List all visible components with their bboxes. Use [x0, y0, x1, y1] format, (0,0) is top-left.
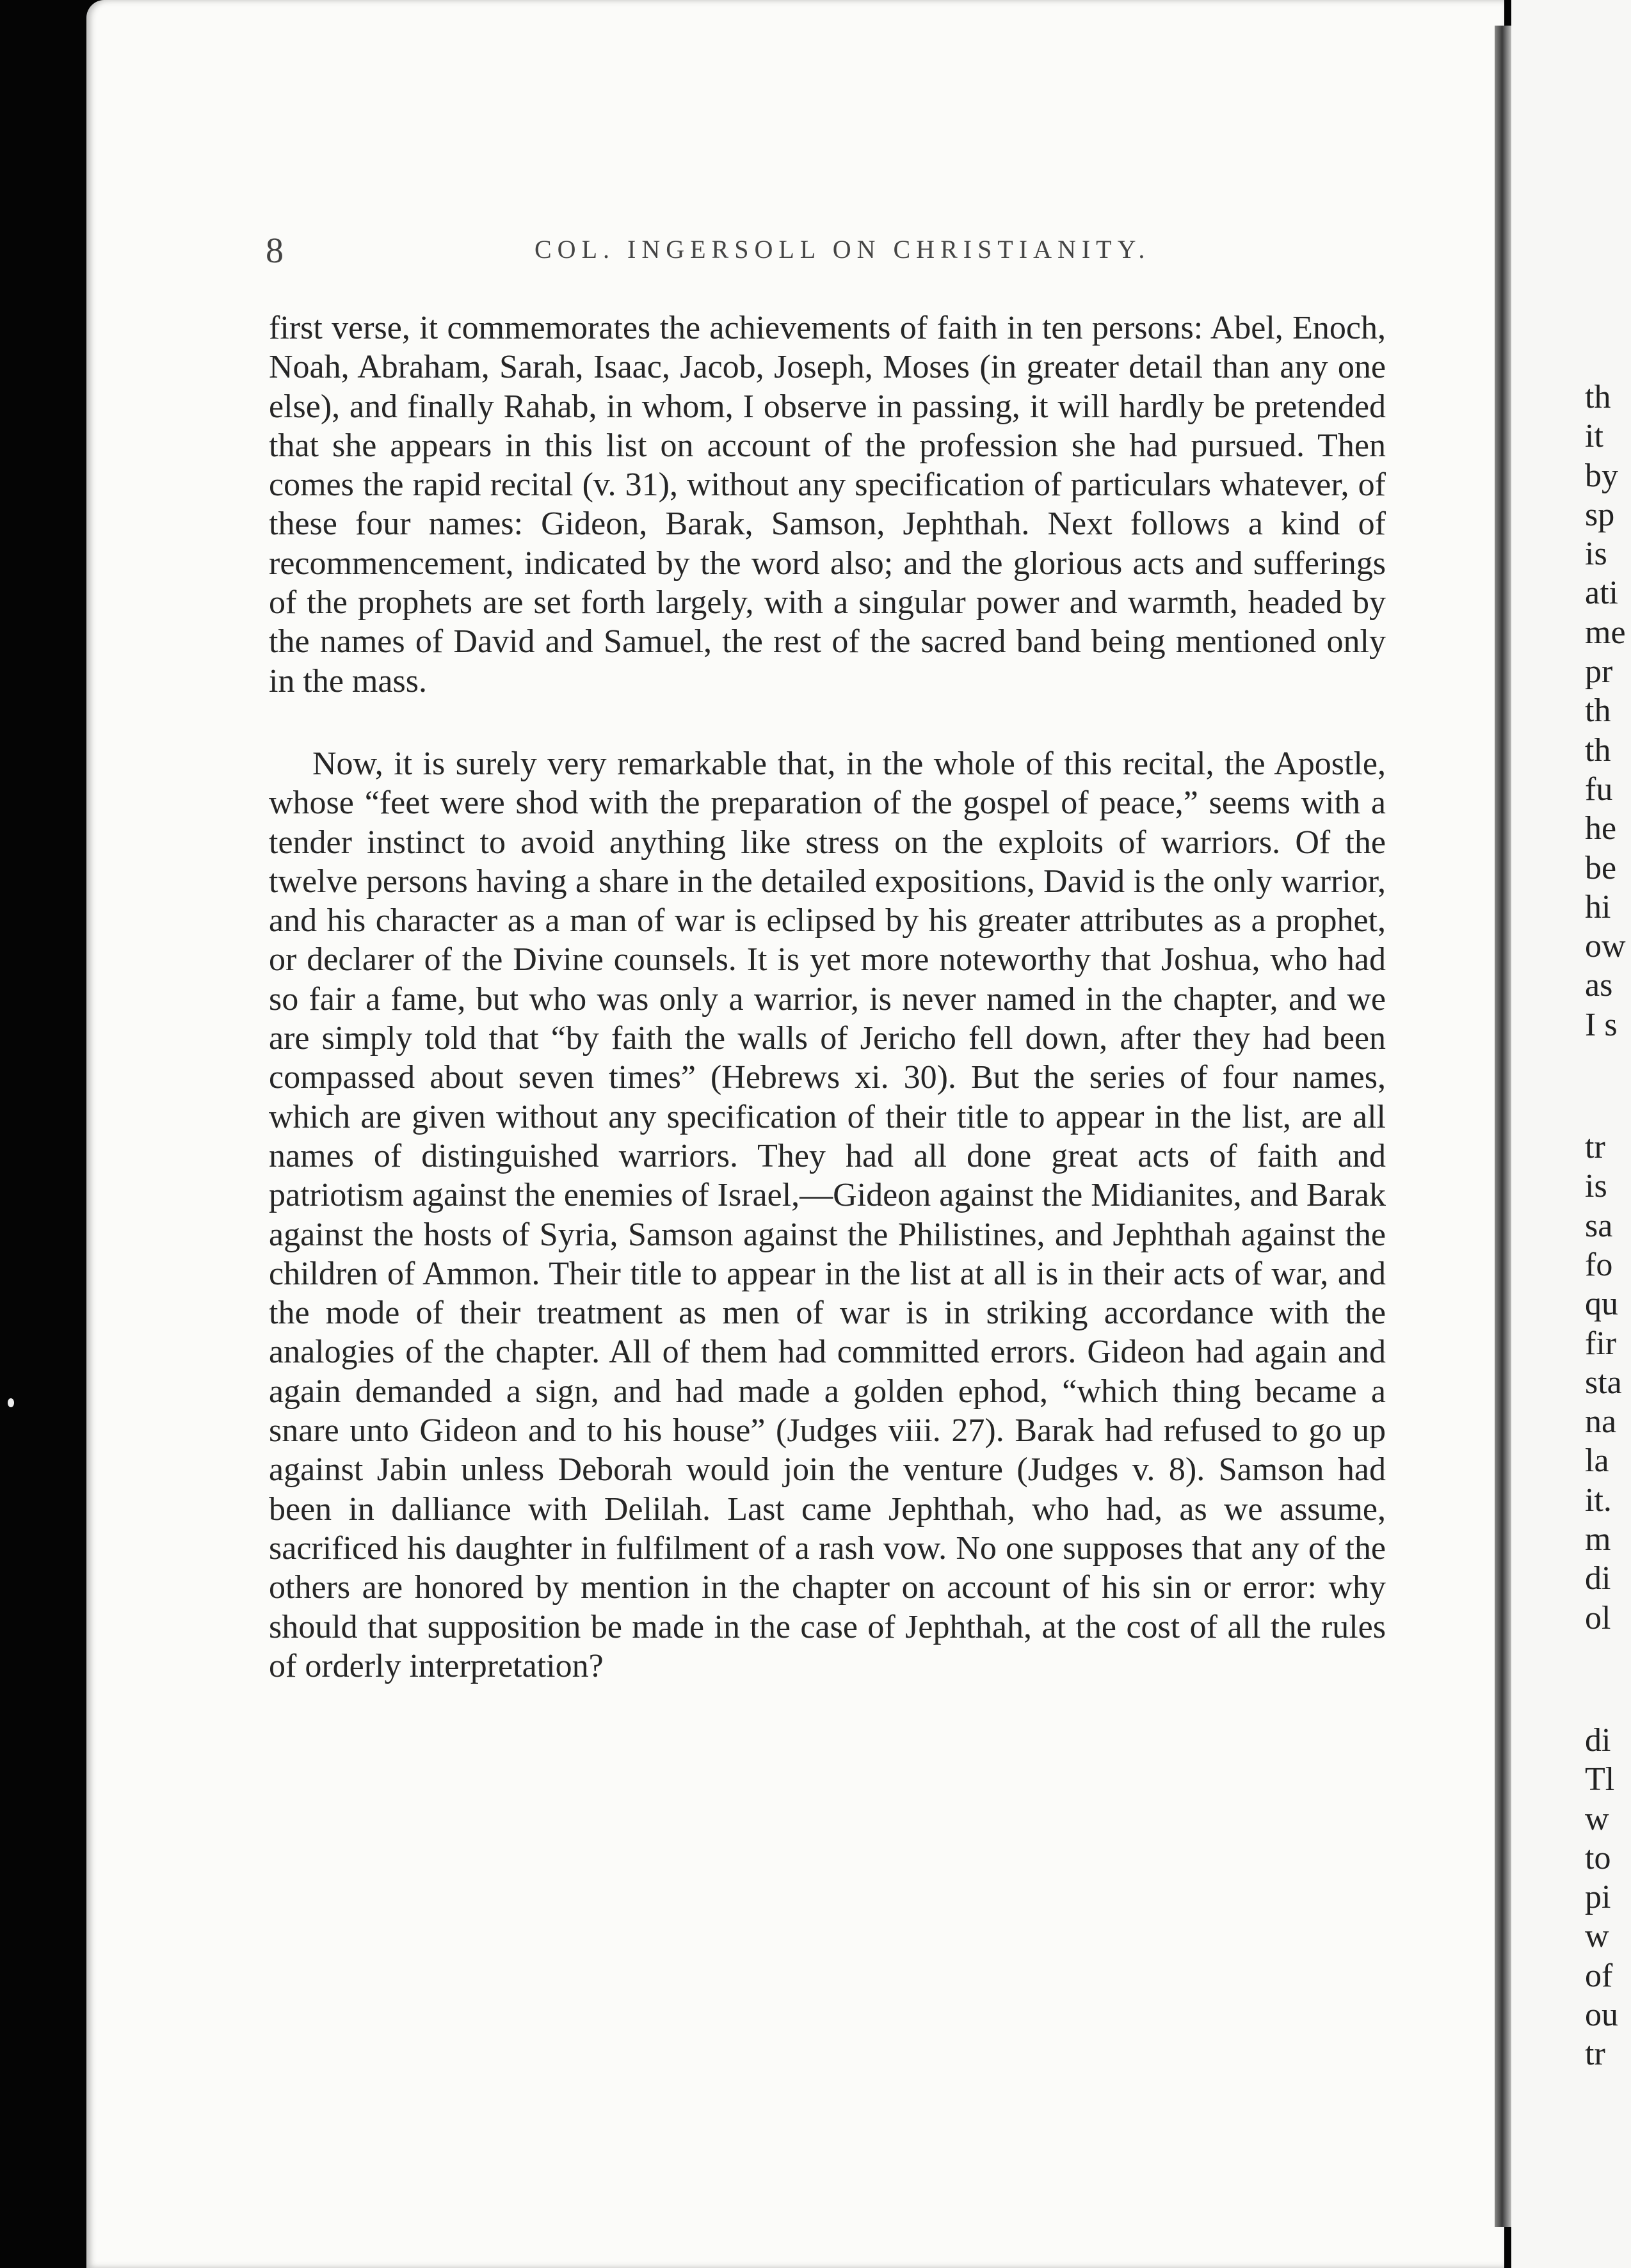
facing-line-fragment: pi — [1585, 1879, 1611, 1916]
facing-line-fragment: be — [1585, 849, 1617, 886]
facing-line-fragment: tr — [1585, 1129, 1605, 1166]
paragraph: first verse, it commemorates the achievements of faith in ten persons: Abel, Enoch, Noah, Abraham, Sarah, Isaac, Jacob, Joseph, Moses (in greater detail than any one else), and finally Rahab, in whom, I observe in passing, it will hardly be pretended that she appears in this list on account of the profession she had pursued. Then comes the rapid recital (v. 31), without any specification of particulars whatever, of these four names: Gideon, Barak, Samson, Jephthah. Next follows a kind of recommencement, indicated by the word also; and the glorious acts and sufferings of the prophets are set forth largely, with a singular power and warmth, headed by the names of David and Samuel, the rest of the sacred band being mentioned only in the mass. — [269, 310, 1386, 699]
body-text — [269, 308, 1386, 1686]
facing-line-fragment: di — [1585, 1560, 1611, 1597]
page-number: 8 — [266, 231, 285, 271]
facing-line-fragment: th — [1585, 692, 1611, 730]
facing-line-fragment: ow — [1585, 928, 1626, 965]
facing-line-fragment: qu — [1585, 1286, 1618, 1323]
facing-line-fragment: me — [1585, 614, 1626, 651]
facing-line-fragment: tr — [1585, 2036, 1605, 2073]
facing-line-fragment: na — [1585, 1403, 1617, 1441]
facing-line-fragment: hi — [1585, 888, 1611, 925]
facing-line-fragment: is — [1585, 536, 1607, 573]
facing-line-fragment: of — [1585, 1957, 1613, 1994]
facing-line-fragment: to — [1585, 1839, 1611, 1876]
facing-line-fragment: ol — [1585, 1599, 1611, 1636]
facing-line-fragment: it. — [1585, 1481, 1612, 1519]
facing-line-fragment: di — [1585, 1721, 1611, 1759]
facing-line-fragment: w — [1585, 1800, 1609, 1837]
running-head: COL. INGERSOLL ON CHRISTIANITY. — [534, 235, 1151, 264]
facing-line-fragment: sp — [1585, 496, 1615, 533]
page-header — [266, 230, 1399, 269]
facing-line-fragment: w — [1585, 1918, 1609, 1955]
facing-line-fragment: fu — [1585, 771, 1613, 808]
facing-line-fragment: la — [1585, 1442, 1609, 1480]
facing-line-fragment: pr — [1585, 653, 1613, 691]
facing-line-fragment: sta — [1585, 1364, 1622, 1401]
paragraph: Now, it is surely very remarkable that, in the whole of this recital, the Apostle, whose “feet were shod with the preparation of the gospel of peace,” seems with a tender instinct to avoid anything like stress on the exploits of warriors. Of the twelve persons having a share in the detailed expositions, David is the only warrior, and his character as a man of war is eclipsed by his greater attributes as a prophet, or declarer of the Divine counsels. It is yet more noteworthy that Joshua, who had so fair a fame, but who was only a warrior, is never named in the chapter, and we are simply told that “by faith the walls of Jericho fell down, after they had been compassed about seven times” (Hebrews xi. 30). But the series of four names, which are given without any specification of their title to appear in the list, are all names of distinguished warriors. They had all done great acts of faith and patriotism against the enemies of Israel,—Gideon against the Midianites, and Barak against the hosts of Syria, Samson against the Philistines, and Jephthah against the children of Ammon. Their title to appear in the list at all is in their acts of war, and the mode of their treatment as men of war is in striking accordance with the analogies of the chapter. All of them had committed errors. Gideon had again and again demanded a sign, and had made a golden ephod, “which thing became a snare unto Gideon and to his house” (Judges viii. 27). Barak had refused to go up against Jabin unless Deborah would join the venture (Judges v. 8). Samson had been in dalliance with Delilah. Last came Jephthah, who had, as we assume, sacrificed his daughter in fulfilment of a rash vow. No one supposes that any of the others are honored by mention in the chapter on account of his sin or error: why should that supposition be made in the case of Jephthah, at the cost of all the rules of orderly interpretation? — [269, 745, 1386, 1684]
facing-line-fragment: it — [1585, 418, 1603, 455]
facing-line-fragment: fir — [1585, 1325, 1617, 1362]
facing-page-text — [1585, 378, 1631, 2074]
facing-line-fragment: th — [1585, 379, 1611, 415]
facing-line-fragment: is — [1585, 1168, 1607, 1205]
facing-line-fragment: as — [1585, 967, 1613, 1004]
book-gutter — [1495, 26, 1511, 2227]
facing-line-fragment: by — [1585, 457, 1618, 494]
facing-text-group — [1585, 378, 1631, 1044]
facing-line-fragment: m — [1585, 1521, 1611, 1558]
facing-line-fragment: th — [1585, 731, 1611, 769]
facing-text-group — [1585, 1721, 1631, 2074]
dust-speck — [8, 1398, 14, 1407]
facing-line-fragment: ou — [1585, 1996, 1618, 2033]
spacer — [1585, 1638, 1631, 1721]
facing-line-fragment: ati — [1585, 575, 1618, 612]
facing-line-fragment: fo — [1585, 1246, 1613, 1283]
facing-text-group — [1585, 1128, 1631, 1638]
facing-line-fragment: he — [1585, 810, 1617, 847]
facing-line-fragment: I s — [1585, 1006, 1618, 1043]
facing-line-fragment: sa — [1585, 1207, 1613, 1244]
facing-line-fragment: Tl — [1585, 1761, 1615, 1798]
spacer — [1585, 1044, 1631, 1128]
